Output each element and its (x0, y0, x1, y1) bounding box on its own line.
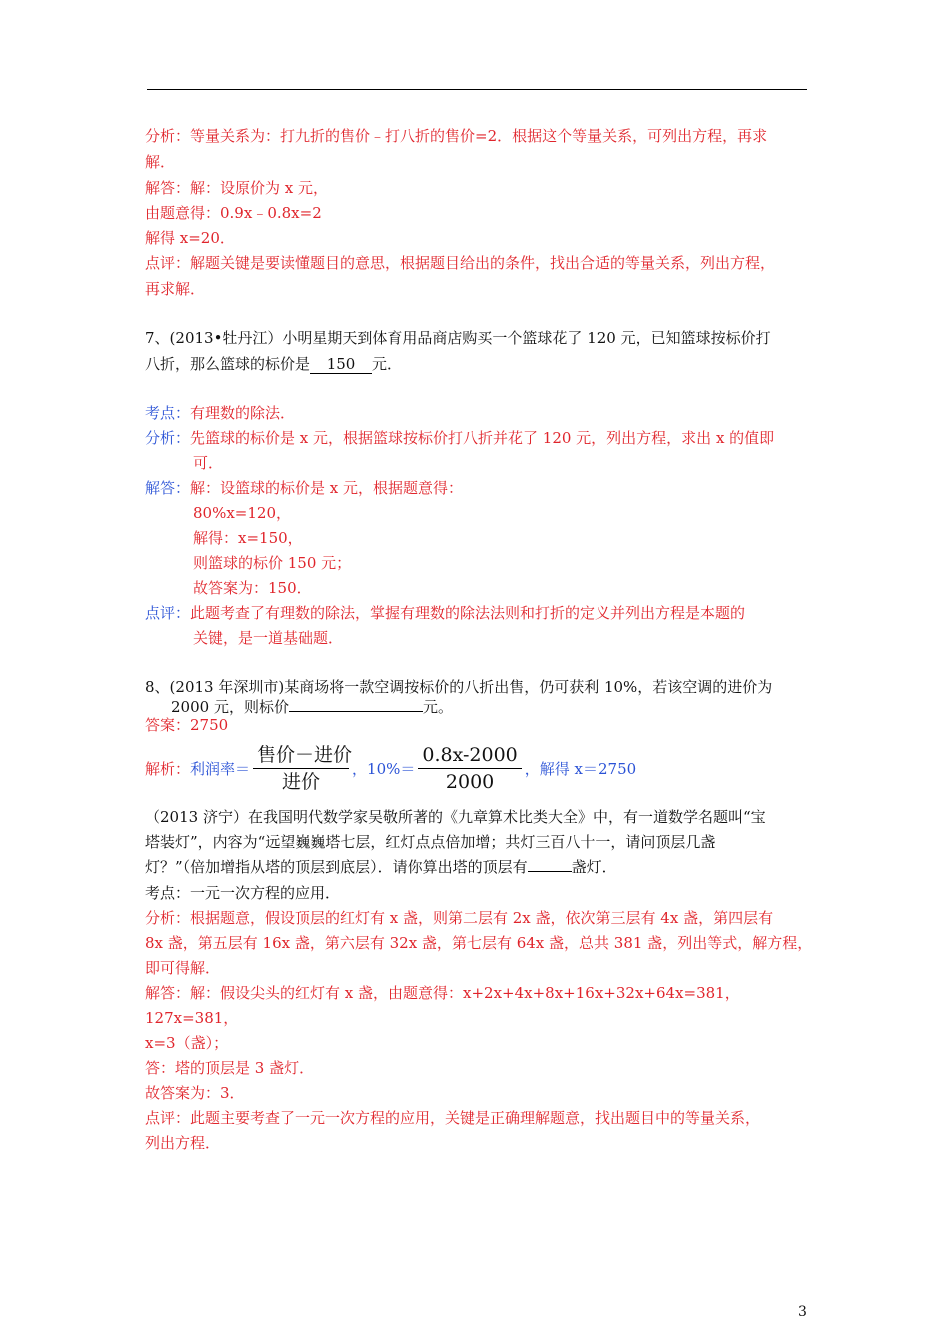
q9-answer-blank (528, 871, 572, 872)
q9-stem-line-2: 塔装灯”，内容为“远望巍巍塔七层，红灯点点倍加增；共灯三百八十一，请问顶层几盏 (145, 833, 716, 851)
q8-comma-2: ， (524, 760, 540, 778)
fraction-1-numerator: 售价－进价 (253, 742, 349, 769)
fraction-profit-rate (253, 742, 353, 795)
q7-analysis-text-1: 先篮球的标价是 x 元，根据篮球按标价打八折并花了 120 元，列出方程，求出 x 的值即 (190, 429, 775, 447)
q7-stem-line-1: 7、(2013•牡丹江）小明星期天到体育用品商店购买一个篮球花了 120 元，已知篮球按标价打 (145, 329, 771, 347)
q9-solution-line-5: 故答案为：3． (145, 1084, 245, 1102)
q7-analysis-line-2: 可． (193, 454, 224, 472)
q9-solution-line-3: x=3（盏）； (145, 1034, 229, 1052)
q6-comment-line-1: 点评：解题关键是要读懂题目的意思，根据题目给出的条件，找出合适的等量关系，列出方程， (145, 254, 776, 272)
q9-comment-line-1: 点评：此题主要考查了一元一次方程的应用，关键是正确理解题意，找出题目中的等量关系， (145, 1109, 761, 1127)
fraction-2-denominator: 2000 (445, 771, 495, 793)
page-number: 3 (798, 1304, 807, 1320)
q9-stem-line-3 (145, 857, 617, 877)
q6-analysis-line-1: 分析：等量关系为：打九折的售价﹣打八折的售价=2．根据这个等量关系，可列出方程，再求 (145, 127, 768, 145)
q8-answer-blank (289, 711, 423, 712)
q9-solution-line-1: 解答：解：假设尖头的红灯有 x 盏，由题意得：x+2x+4x+8x+16x+32x+64x=381， (145, 984, 740, 1002)
q6-solution-line-1: 解答：解：设原价为 x 元， (145, 179, 328, 197)
q7-comment-line-1 (145, 603, 745, 623)
q7-analysis-line-1 (145, 428, 774, 448)
page-content (145, 0, 815, 1344)
q9-stem-pre: 灯？”（倍加增指从塔的顶层到底层）．请你算出塔的顶层有 (145, 858, 528, 876)
q7-kaodian-text: 有理数的除法． (190, 404, 296, 422)
q7-stem-pre: 八折，那么篮球的标价是 (145, 355, 311, 373)
q7-solution-line-1 (145, 478, 463, 498)
q7-stem-line-2 (145, 354, 402, 374)
q7-stem-post: 元． (372, 355, 403, 373)
fraction-equation (418, 742, 521, 795)
q9-analysis-line-3: 即可得解． (145, 959, 221, 977)
q7-answer-blank: 150 (310, 355, 372, 374)
q8-result: 解得 x＝2750 (539, 760, 637, 778)
q9-solution-line-4: 答：塔的顶层是 3 盏灯． (145, 1059, 315, 1077)
q7-solution-line-2: 80%x=120， (193, 504, 291, 522)
q8-comma-1: ， (352, 760, 368, 778)
q9-kaodian: 考点：一元一次方程的应用． (145, 884, 341, 902)
q8-rate-label: 利润率＝ (190, 760, 251, 778)
q7-solution-line-4: 则篮球的标价 150 元； (193, 554, 352, 572)
q6-analysis-line-2: 解． (145, 153, 176, 171)
q7-comment-label: 点评： (145, 604, 191, 622)
q8-jiexi-formula (145, 742, 636, 795)
q7-solution-text-1: 解：设篮球的标价是 x 元，根据题意得： (190, 479, 464, 497)
q8-jiexi-label: 解析： (145, 760, 191, 778)
q8-stem-pre: 2000 元，则标价 (171, 698, 289, 716)
q9-solution-line-2: 127x=381， (145, 1009, 239, 1027)
q6-comment-line-2: 再求解． (145, 280, 206, 298)
q8-stem-line-1: 8、(2013 年深圳市)某商场将一款空调按标价的八折出售，仍可获利 10%，若该空调的进价为 (145, 678, 773, 696)
q7-solution-line-3: 解得：x=150， (193, 529, 303, 547)
q9-stem-post: 盏灯． (571, 858, 617, 876)
q7-comment-line-2: 关键，是一道基础题． (193, 629, 344, 647)
q7-kaodian (145, 403, 295, 423)
q9-comment-line-2: 列出方程． (145, 1134, 221, 1152)
q7-analysis-label: 分析： (145, 429, 191, 447)
q8-stem-post: 元。 (422, 698, 453, 716)
q7-solution-label: 解答： (145, 479, 191, 497)
q9-analysis-line-2: 8x 盏，第五层有 16x 盏，第六层有 32x 盏，第七层有 64x 盏，总共 381 盏，列出等式，解方程， (145, 934, 813, 952)
q7-kaodian-label: 考点： (145, 404, 191, 422)
q7-comment-text-1: 此题考查了有理数的除法，掌握有理数的除法法则和打折的定义并列出方程是本题的 (190, 604, 746, 622)
q8-pct: 10%＝ (367, 760, 416, 778)
fraction-2-numerator: 0.8x-2000 (418, 742, 521, 769)
q7-solution-line-5: 故答案为：150． (193, 579, 312, 597)
q6-solution-line-3: 解得 x=20． (145, 229, 235, 247)
fraction-1-denominator: 进价 (282, 771, 321, 793)
q6-solution-line-2: 由题意得：0.9x﹣0.8x=2 (145, 204, 322, 222)
q8-stem-line-2 (171, 697, 453, 717)
q8-answer-line: 答案：2750 (145, 716, 229, 734)
q9-analysis-line-1: 分析：根据题意，假设顶层的红灯有 x 盏，则第二层有 2x 盏，依次第三层有 4x 盏，第四层有 (145, 909, 774, 927)
q9-stem-line-1: （2013 济宁）在我国明代数学家吴敬所著的《九章算术比类大全》中，有一道数学名题叫“宝 (145, 808, 766, 826)
